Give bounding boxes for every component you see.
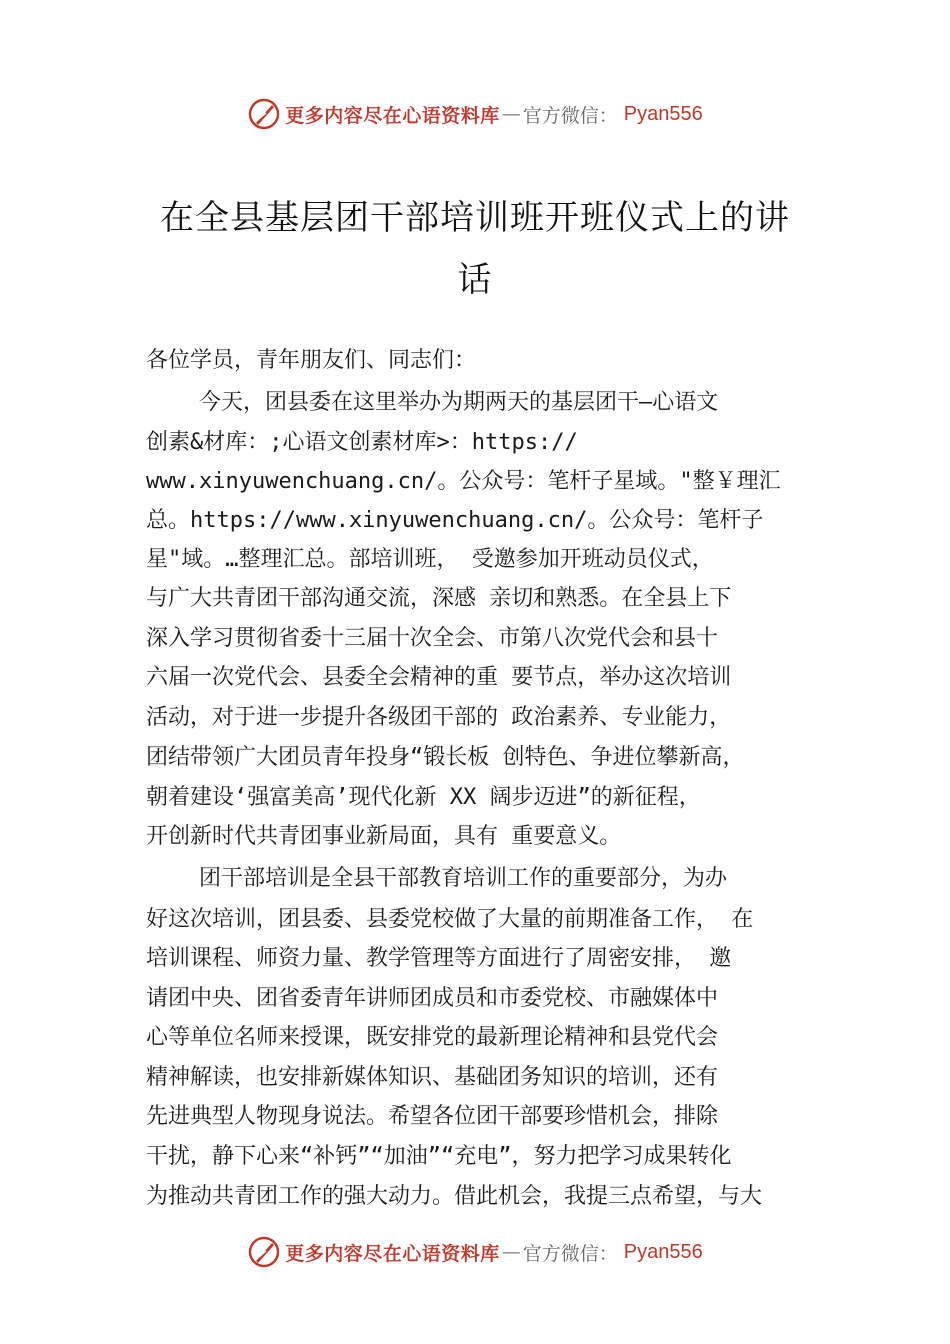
- body-line: 团结带领广大团员青年投身“锻长板 创特色、争进位攀新高，: [146, 745, 745, 770]
- body-line: 今天，团县委在这里举办为期两天的基层团干—心语文: [146, 390, 719, 415]
- body-line: 朝着建设‘强富美高’现代化新 XX 阔步迈进”的新征程，: [146, 785, 701, 810]
- body-line: 好这次培训，团县委、县委党校做了大量的前期准备工作， 在: [146, 907, 754, 932]
- body-line: 干扰，静下心来“补钙”“加油”“充电”，努力把学习成果转化: [146, 1144, 732, 1169]
- watermark-dash: —: [501, 1241, 521, 1263]
- watermark-id: Pyan556: [623, 1240, 703, 1263]
- body-line: 深入学习贯彻省委十三届十次全会、市第八次党代会和县十: [146, 626, 719, 651]
- body-line: 总。https://www.xinyuwenchuang.cn/。公众号：笔杆子: [146, 508, 764, 533]
- body-line: 与广大共青团干部沟通交流，深感 亲切和熟悉。在全县上下: [146, 586, 732, 611]
- watermark-id: Pyan556: [623, 102, 703, 125]
- body-line: 各位学员，青年朋友们、同志们：: [146, 348, 477, 373]
- quill-logo-icon: [247, 97, 281, 131]
- body-line: 六届一次党代会、县委全会精神的重 要节点，举办这次培训: [146, 665, 732, 690]
- body-line: 团干部培训是全县干部教育培训工作的重要部分，为办: [146, 866, 727, 891]
- body-line: 星"域。…整理汇总。部培训班， 受邀参加开班动员仪式，: [146, 547, 714, 572]
- document-title-line-1: 在全县基层团干部培训班开班仪式上的讲: [160, 198, 790, 238]
- body-line: www.xinyuwenchuang.cn/。公众号：笔杆子星域。"整￥理汇: [146, 469, 781, 494]
- footer-watermark: [0, 1232, 950, 1272]
- body-line: 精神解读，也安排新媒体知识、基础团务知识的培训，还有: [146, 1065, 719, 1090]
- body-line: 创素&材库：;心语文创素材库>：https://: [146, 430, 578, 455]
- watermark-text: 更多内容尽在心语资料库: [285, 104, 500, 127]
- body-line: 开创新时代共青团事业新局面，具有 重要意义。: [146, 824, 622, 849]
- body-line: 为推动共青团工作的强大动力。借此机会，我提三点希望，与大: [146, 1184, 763, 1209]
- watermark-text: 更多内容尽在心语资料库: [285, 1242, 500, 1265]
- body-line: 活动，对于进一步提升各级团干部的 政治素养、专业能力，: [146, 705, 732, 730]
- watermark-dash: —: [501, 103, 521, 125]
- body-line: 先进典型人物现身说法。希望各位团干部要珍惜机会，排除: [146, 1104, 719, 1129]
- body-line: 心等单位名师来授课，既安排党的最新理论精神和县党代会: [146, 1025, 719, 1050]
- quill-logo-icon: [247, 1235, 281, 1269]
- body-line: 培训课程、师资力量、教学管理等方面进行了周密安排， 邀: [146, 946, 732, 971]
- header-watermark: [0, 94, 950, 134]
- body-line: 请团中央、团省委青年讲师团成员和市委党校、市融媒体中: [146, 986, 719, 1011]
- watermark-label: 官方微信：: [522, 1242, 618, 1265]
- watermark-label: 官方微信：: [522, 104, 618, 127]
- document-title-line-2: 话: [457, 260, 493, 300]
